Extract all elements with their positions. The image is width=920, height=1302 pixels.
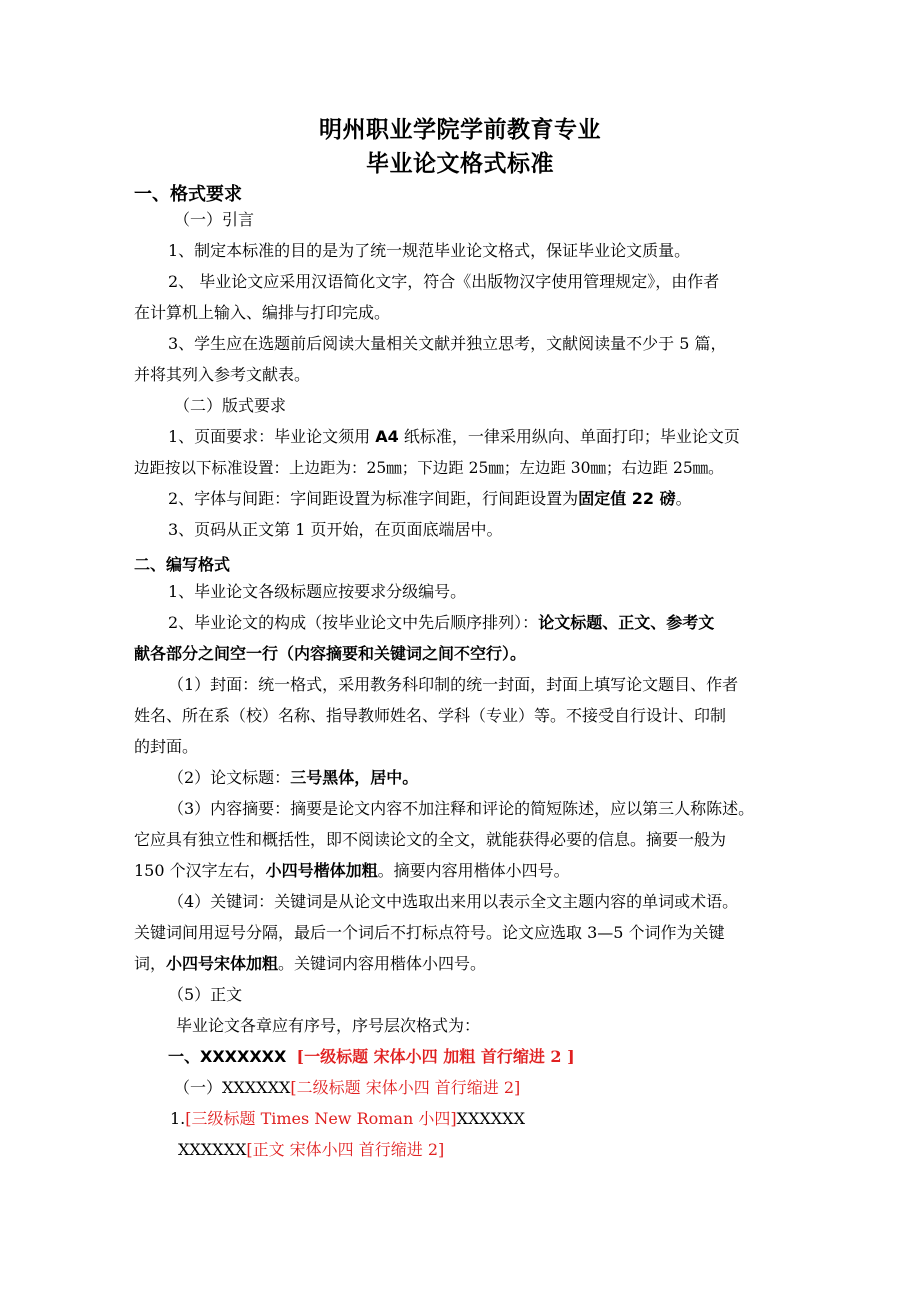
body-text-example (178, 1140, 444, 1160)
cover-line2: 姓名、所在系（校）名称、指导教师姓名、学科（专业）等。不接受自行设计、印制 (134, 706, 727, 725)
body-text-example-note: [正文 宋体小四 首行缩进 2] (246, 1140, 445, 1159)
paper-title-bold: 三号黑体，居中。 (290, 768, 419, 787)
keywords-bold: 小四号宋体加粗 (166, 954, 279, 973)
sub1-p2-line2: 在计算机上输入、编排与打印完成。 (134, 303, 391, 322)
sub2-p1-a4: A4 (375, 427, 399, 446)
document-title-line2: 毕业论文格式标准 (366, 151, 554, 177)
section1-heading: 一、格式要求 (134, 184, 242, 205)
sub1-heading: （一）引言 (174, 210, 255, 229)
body-text-example-text: XXXXXX (178, 1140, 247, 1159)
abstract-line3 (134, 861, 570, 881)
sub1-p2-line1: 2、 毕业论文应采用汉语简化文字，符合《出版物汉字使用管理规定》，由作者 (168, 272, 720, 291)
section2-p2-line2: 献各部分之间空一行（内容摘要和关键词之间不空行）。 (134, 644, 527, 663)
keywords-text-a: 词， (134, 954, 167, 973)
level3-example-note: [三级标题 Times New Roman 小四] (185, 1109, 457, 1128)
sub1-p3-line1: 3、学生应在选题前后阅读大量相关文献并独立思考，文献阅读量不少于 5 篇， (168, 334, 727, 353)
abstract-line1: （3）内容摘要：摘要是论文内容不加注释和评论的简短陈述，应以第三人称陈述。 (168, 799, 755, 818)
keywords-line2: 关键词间用逗号分隔，最后一个词后不打标点符号。论文应选取 3—5 个词作为关键 (134, 923, 725, 942)
body-heading: （5）正文 (168, 985, 243, 1004)
body-intro: 毕业论文各章应有序号，序号层次格式为： (176, 1016, 481, 1035)
level3-example (170, 1109, 525, 1129)
sub2-p2-text-a: 2、字体与间距：字间距设置为标准字间距，行间距设置为 (168, 489, 579, 508)
section2-p1: 1、毕业论文各级标题应按要求分级编号。 (168, 582, 467, 601)
keywords-text-c: 。关键词内容用楷体小四号。 (278, 954, 487, 973)
keywords-line1: （4）关键词：关键词是从论文中选取出来用以表示全文主题内容的单词或术语。 (168, 892, 739, 911)
cover-line1: （1）封面：统一格式，采用教务科印制的统一封面，封面上填写论文题目、作者 (168, 675, 739, 694)
section2-heading: 二、编写格式 (134, 555, 231, 574)
level1-example-note: [一级标题 宋体小四 加粗 首行缩进 2 ] (296, 1047, 575, 1066)
level1-example (168, 1047, 575, 1067)
sub2-p2-bold: 固定值 22 磅 (578, 489, 676, 508)
document-title-line1: 明州职业学院学前教育专业 (319, 117, 601, 143)
sub2-p1-text-a: 1、页面要求：毕业论文须用 (168, 427, 376, 446)
sub2-p1-line2: 边距按以下标准设置：上边距为：25㎜；下边距 25㎜；左边距 30㎜；右边距 25㎜。 (134, 459, 724, 477)
paper-title-text: （2）论文标题： (168, 768, 291, 787)
sub1-p3-line2: 并将其列入参考文献表。 (134, 365, 311, 384)
level3-example-text: XXXXXX (456, 1109, 525, 1128)
level2-example (174, 1078, 520, 1098)
level3-example-num: 1. (170, 1109, 186, 1128)
section2-p2-line1 (168, 613, 714, 633)
abstract-text-a: 150 个汉字左右， (134, 861, 266, 880)
abstract-bold: 小四号楷体加粗 (265, 861, 378, 880)
abstract-line2: 它应具有独立性和概括性，即不阅读论文的全文，就能获得必要的信息。摘要一般为 (134, 830, 727, 849)
sub2-heading: （二）版式要求 (174, 396, 287, 415)
cover-line3: 的封面。 (134, 737, 199, 756)
section2-p2-bold-a: 论文标题、正文、参考文 (538, 613, 715, 632)
abstract-text-c: 。摘要内容用楷体小四号。 (377, 861, 570, 880)
level2-example-text: （一）XXXXXX (174, 1078, 291, 1097)
section2-p2-text-a: 2、毕业论文的构成（按毕业论文中先后顺序排列）： (168, 613, 539, 632)
keywords-line3 (134, 954, 486, 974)
sub2-p2-text-c: 。 (675, 489, 692, 508)
sub2-p3: 3、页码从正文第 1 页开始，在页面底端居中。 (168, 520, 503, 539)
level2-example-note: [二级标题 宋体小四 首行缩进 2] (290, 1078, 521, 1097)
sub1-p1: 1、制定本标准的目的是为了统一规范毕业论文格式，保证毕业论文质量。 (168, 241, 691, 260)
level1-example-text: 一、XXXXXXX (168, 1047, 287, 1066)
sub2-p1-text-c: 纸标准，一律采用纵向、单面打印；毕业论文页 (398, 427, 740, 446)
sub2-p1-line1 (168, 427, 740, 447)
sub2-p2 (168, 489, 692, 509)
paper-title-rule (168, 768, 418, 788)
